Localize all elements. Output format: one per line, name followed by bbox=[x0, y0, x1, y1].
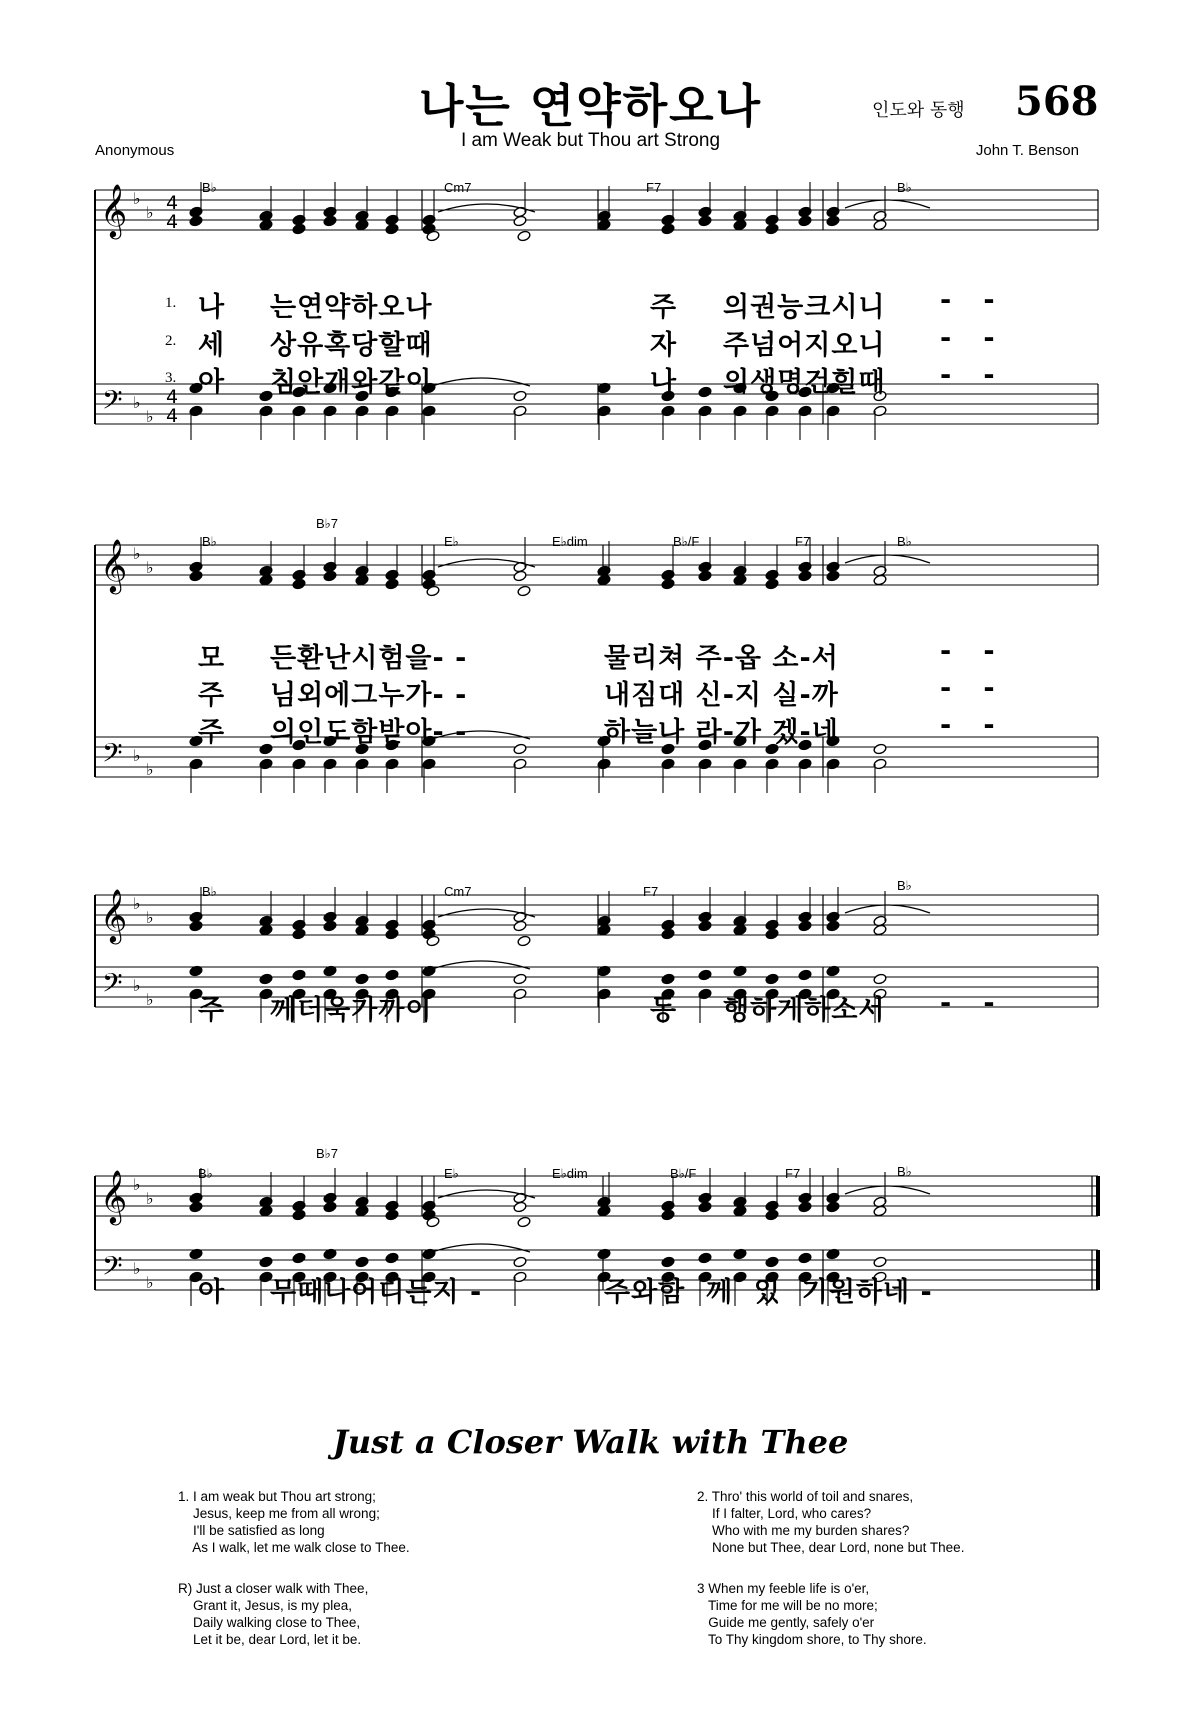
chord: Cm7 bbox=[444, 180, 472, 195]
lyric-line: 침안개와같이 bbox=[270, 367, 433, 398]
notation-glyph: ♭ bbox=[146, 990, 154, 1009]
lyric-dash: - - bbox=[940, 988, 996, 1019]
notation-glyph: ♭ bbox=[133, 1259, 141, 1278]
notation-glyph: ♭ bbox=[133, 746, 141, 765]
note-head bbox=[597, 219, 611, 231]
lyric-line: 상유혹당할때 bbox=[270, 330, 433, 361]
note-head bbox=[513, 570, 527, 582]
note-head bbox=[385, 578, 399, 590]
hymn-category: 인도와 동행 bbox=[872, 100, 965, 121]
note-head bbox=[698, 386, 712, 398]
note-head bbox=[661, 1256, 675, 1268]
note-head bbox=[765, 973, 779, 985]
notation-glyph: 𝄢 bbox=[102, 737, 123, 775]
note-head bbox=[292, 969, 306, 981]
note-head bbox=[765, 928, 779, 940]
chord: B♭ bbox=[897, 878, 912, 893]
note-head bbox=[765, 1256, 779, 1268]
note-head bbox=[826, 570, 840, 582]
note-head bbox=[259, 1205, 273, 1217]
note-head bbox=[323, 920, 337, 932]
note-head bbox=[292, 928, 306, 940]
note-head bbox=[385, 969, 399, 981]
verse-line: 1. I am weak but Thou art strong; bbox=[178, 1489, 376, 1504]
verse-number: 2. bbox=[165, 333, 177, 349]
note-head bbox=[517, 585, 531, 597]
verse-line: Guide me gently, safely o'er bbox=[697, 1615, 875, 1630]
verse-line: If I falter, Lord, who cares? bbox=[697, 1506, 872, 1521]
lyric-dash: - - bbox=[940, 710, 996, 741]
verse-line: As I walk, let me walk close to Thee. bbox=[178, 1540, 410, 1555]
note-head bbox=[259, 1256, 273, 1268]
note-head bbox=[189, 215, 203, 227]
note-head bbox=[873, 1205, 887, 1217]
notation-glyph: ♭ bbox=[133, 894, 141, 913]
chord: B♭/F bbox=[670, 1166, 697, 1181]
chord: B♭ bbox=[202, 180, 217, 195]
tie bbox=[845, 200, 930, 208]
note-head bbox=[189, 1201, 203, 1213]
verse-line: None but Thee, dear Lord, none but Thee. bbox=[697, 1540, 965, 1555]
chord: E♭ bbox=[444, 534, 459, 549]
note-head bbox=[513, 920, 527, 932]
lyric-line: 무때나어디든지 - bbox=[270, 1277, 483, 1308]
note-head bbox=[873, 924, 887, 936]
note-head bbox=[513, 1256, 527, 1268]
english-title: Just a Closer Walk with Thee bbox=[332, 1423, 849, 1461]
verse-line: R) Just a closer walk with Thee, bbox=[178, 1581, 369, 1596]
note-head bbox=[826, 215, 840, 227]
notation-glyph: ♭ bbox=[146, 1273, 154, 1292]
note-head bbox=[513, 973, 527, 985]
lyric-syllable: 자 bbox=[650, 330, 678, 361]
lyric-line: 든환난시험을- - bbox=[270, 643, 468, 674]
note-head bbox=[873, 219, 887, 231]
lyric-syllable: 아 bbox=[198, 1277, 226, 1308]
notation-glyph: ♭ bbox=[146, 203, 154, 222]
note-head bbox=[661, 928, 675, 940]
verse-line: Grant it, Jesus, is my plea, bbox=[178, 1598, 353, 1613]
notation-glyph: 𝄞 bbox=[100, 538, 128, 592]
note-head bbox=[698, 920, 712, 932]
note-head bbox=[259, 574, 273, 586]
tie bbox=[432, 961, 530, 969]
note-head bbox=[798, 1201, 812, 1213]
note-head bbox=[765, 578, 779, 590]
note-head bbox=[292, 1252, 306, 1264]
notation-glyph: 𝄞 bbox=[100, 888, 128, 942]
lyric-line: 내짐대 신-지 실-까 bbox=[604, 680, 839, 711]
lyric-syllable: 나 bbox=[650, 367, 678, 398]
note-head bbox=[698, 1252, 712, 1264]
english-verse-1 bbox=[178, 1488, 410, 1556]
notation-glyph: ♭ bbox=[146, 407, 154, 426]
note-head bbox=[798, 1252, 812, 1264]
note-head bbox=[661, 223, 675, 235]
note-head bbox=[798, 215, 812, 227]
note-head bbox=[733, 574, 747, 586]
lyric-dash: - - bbox=[940, 285, 996, 316]
note-head bbox=[355, 1256, 369, 1268]
notation-glyph: 𝄢 bbox=[102, 1250, 123, 1288]
notation-glyph: ♭ bbox=[133, 1175, 141, 1194]
note-head bbox=[323, 570, 337, 582]
english-verse-2 bbox=[697, 1488, 964, 1556]
note-head bbox=[517, 935, 531, 947]
hymn-number: 568 bbox=[1015, 78, 1099, 125]
chord: Cm7 bbox=[444, 884, 472, 899]
lyric-dash: - - bbox=[940, 323, 996, 354]
chord: B♭ bbox=[897, 180, 912, 195]
notation-glyph: ♭ bbox=[133, 189, 141, 208]
note-head bbox=[698, 570, 712, 582]
notation-glyph: 𝄢 bbox=[102, 384, 123, 422]
hymn-title: 나는 연약하오나 bbox=[418, 79, 763, 133]
notation-glyph: 𝄢 bbox=[102, 967, 123, 1005]
note-head bbox=[733, 1205, 747, 1217]
lyric-syllable: 주 bbox=[198, 995, 226, 1026]
note-head bbox=[765, 223, 779, 235]
notation-glyph: 4 bbox=[166, 405, 179, 427]
note-head bbox=[798, 969, 812, 981]
verse-line: Who with me my burden shares? bbox=[697, 1523, 910, 1538]
note-head bbox=[292, 223, 306, 235]
chord: F7 bbox=[643, 884, 659, 899]
lyricist: Anonymous bbox=[95, 142, 175, 159]
note-head bbox=[385, 928, 399, 940]
verse-number: 3. bbox=[165, 370, 177, 386]
verse-line: Daily walking close to Thee, bbox=[178, 1615, 361, 1630]
lyric-syllable: 세 bbox=[198, 330, 226, 361]
note-head bbox=[597, 574, 611, 586]
note-head bbox=[597, 1205, 611, 1217]
notation-glyph: ♭ bbox=[146, 760, 154, 779]
lyric-syllable: 모 bbox=[198, 643, 226, 674]
lyric-line: 주와함 께 있 기원하네 - bbox=[604, 1277, 933, 1308]
lyric-dash: - - bbox=[940, 673, 996, 704]
lyric-syllable: 아 bbox=[198, 367, 226, 398]
lyric-line: 하늘나 라-가 겠-네 bbox=[604, 717, 839, 748]
notation-glyph: 𝄞 bbox=[100, 1169, 128, 1223]
note-head bbox=[661, 1209, 675, 1221]
note-head bbox=[355, 1205, 369, 1217]
note-head bbox=[513, 390, 527, 402]
note-head bbox=[355, 219, 369, 231]
lyric-syllable: 주 bbox=[650, 292, 678, 323]
note-head bbox=[798, 920, 812, 932]
composer: John T. Benson bbox=[975, 142, 1079, 159]
english-verse-3 bbox=[697, 1580, 927, 1648]
notation-glyph: 4 bbox=[166, 211, 179, 233]
lyric-line: 의인도함받아- - bbox=[270, 717, 468, 748]
verse-line: Let it be, dear Lord, let it be. bbox=[178, 1632, 362, 1647]
note-head bbox=[733, 924, 747, 936]
tie bbox=[432, 1244, 530, 1252]
chord: B♭ bbox=[897, 534, 912, 549]
verse-line: To Thy kingdom shore, to Thy shore. bbox=[697, 1632, 927, 1647]
note-head bbox=[661, 973, 675, 985]
chord: B♭ bbox=[198, 1166, 213, 1181]
hymn-subtitle: I am Weak but Thou art Strong bbox=[460, 130, 721, 151]
tie bbox=[845, 1186, 930, 1194]
note-head bbox=[698, 969, 712, 981]
note-head bbox=[355, 574, 369, 586]
chord: F7 bbox=[785, 1166, 801, 1181]
lyric-dash: - - bbox=[940, 636, 996, 667]
lyric-line: 께더욱가까이 bbox=[270, 995, 433, 1026]
lyric-line: 님외에그누가- - bbox=[270, 680, 468, 711]
note-head bbox=[259, 219, 273, 231]
chord: E♭dim bbox=[552, 1166, 588, 1181]
lyric-dash: - - bbox=[940, 360, 996, 391]
note-head bbox=[323, 215, 337, 227]
chord: F7 bbox=[795, 534, 811, 549]
lyric-line: 물리쳐 주-옵 소-서 bbox=[604, 643, 839, 674]
note-head bbox=[259, 973, 273, 985]
tie bbox=[845, 905, 930, 913]
note-head bbox=[355, 973, 369, 985]
notation-glyph: ♭ bbox=[146, 1189, 154, 1208]
note-head bbox=[798, 570, 812, 582]
verse-line: Time for me will be no more; bbox=[697, 1598, 878, 1613]
note-head bbox=[385, 1252, 399, 1264]
note-head bbox=[292, 578, 306, 590]
chord: F7 bbox=[646, 180, 662, 195]
note-head bbox=[513, 1201, 527, 1213]
note-head bbox=[323, 1201, 337, 1213]
lyric-line: 는연약하오나 bbox=[270, 292, 433, 323]
notation-glyph: ♭ bbox=[146, 558, 154, 577]
notation-glyph: ♭ bbox=[133, 976, 141, 995]
lyric-line: 의권능크시니 bbox=[723, 292, 886, 323]
lyric-syllable: 나 bbox=[198, 292, 226, 323]
notation-glyph: ♭ bbox=[133, 393, 141, 412]
note-head bbox=[765, 1209, 779, 1221]
note-head bbox=[517, 1216, 531, 1228]
note-head bbox=[513, 215, 527, 227]
chord: E♭ bbox=[444, 1166, 459, 1181]
note-head bbox=[873, 973, 887, 985]
notation-glyph: ♭ bbox=[133, 544, 141, 563]
chord: E♭dim bbox=[552, 534, 588, 549]
note-head bbox=[517, 230, 531, 242]
note-head bbox=[513, 743, 527, 755]
chord: B♭ bbox=[202, 534, 217, 549]
verse-line: 2. Thro' this world of toil and snares, bbox=[697, 1489, 914, 1504]
chord: B♭ bbox=[202, 884, 217, 899]
verse-line: Jesus, keep me from all wrong; bbox=[178, 1506, 380, 1521]
verse-line: 3 When my feeble life is o'er, bbox=[697, 1581, 870, 1596]
chord: B♭/F bbox=[673, 534, 700, 549]
verse-line: I'll be satisfied as long bbox=[178, 1523, 325, 1538]
note-head bbox=[873, 574, 887, 586]
note-head bbox=[733, 219, 747, 231]
note-head bbox=[189, 570, 203, 582]
verse-number: 1. bbox=[165, 295, 177, 311]
chord: B♭7 bbox=[316, 1146, 339, 1161]
note-head bbox=[826, 1201, 840, 1213]
english-refrain bbox=[178, 1580, 368, 1648]
note-head bbox=[661, 578, 675, 590]
note-head bbox=[873, 1256, 887, 1268]
note-head bbox=[826, 920, 840, 932]
note-head bbox=[259, 924, 273, 936]
note-head bbox=[355, 924, 369, 936]
lyric-syllable: 주 bbox=[198, 680, 226, 711]
note-head bbox=[385, 1209, 399, 1221]
lyric-line: 주넘어지오니 bbox=[723, 330, 886, 361]
notation-glyph: 4 bbox=[166, 386, 179, 408]
note-head bbox=[873, 743, 887, 755]
note-head bbox=[698, 215, 712, 227]
note-head bbox=[189, 920, 203, 932]
chord: B♭ bbox=[897, 1164, 912, 1179]
chord: B♭7 bbox=[316, 516, 339, 531]
notation-glyph: 4 bbox=[166, 192, 179, 214]
note-head bbox=[597, 924, 611, 936]
note-head bbox=[385, 223, 399, 235]
note-head bbox=[292, 1209, 306, 1221]
lyric-line: 행하게하소서 bbox=[723, 995, 886, 1026]
lyric-syllable: 동 bbox=[650, 995, 678, 1026]
lyric-syllable: 주 bbox=[198, 717, 226, 748]
notation-glyph: ♭ bbox=[146, 908, 154, 927]
lyric-line: 의생명건힐때 bbox=[723, 367, 886, 398]
tie bbox=[845, 555, 930, 563]
tie bbox=[432, 378, 530, 386]
notation-glyph: 𝄞 bbox=[100, 183, 128, 237]
note-head bbox=[698, 1201, 712, 1213]
